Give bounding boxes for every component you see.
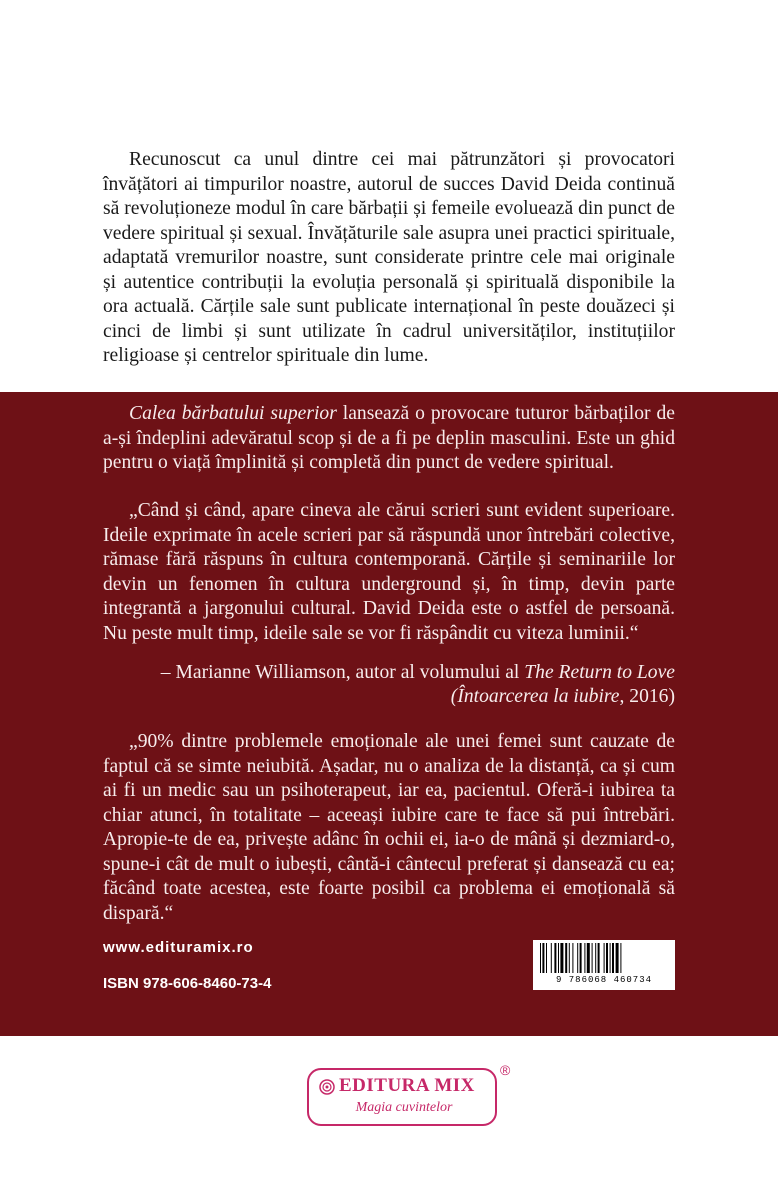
publisher-tagline: Magia cuvintelor xyxy=(355,1100,453,1115)
book-description-paragraph xyxy=(103,402,675,476)
rosette-icon xyxy=(319,1079,335,1095)
barcode-digits: 9 786068 460734 xyxy=(555,975,652,985)
author-intro-paragraph: Recunoscut ca unul dintre cei mai pătrunzători și provocatori învățători ai timpurilor noastre, autorul de succes David Deida continuă să revoluționeze modul în care bărbații și femeile evoluează din punct de vedere spiritual și sexual. Învățăturile sale asupra unei practici spirituale, adaptată vremurilor noastre, sunt considerate printre cele mai originale și autentice contribuții la evoluția personală și spirituală disponibile la ora actuală. Cărțile sale sunt publicate internațional în peste douăzeci și cinci de limbi și sunt utilizate în cadrul universităților, instituțiilor religioase și centrelor spirituale din lume. xyxy=(103,149,675,366)
attribution-year: , 2016) xyxy=(619,686,675,707)
registered-mark: ® xyxy=(500,1062,511,1078)
book-description-text: lansează o provocare tuturor bărbaților de a-și îndeplini adevăratul scop și de a fi pe deplin masculini. Este un ghid pentru o viață împlinită și completă din punct de vedere spiritual. xyxy=(103,403,675,473)
barcode-bars xyxy=(538,943,670,973)
quote-attribution-line2 xyxy=(451,685,675,710)
quote-deida: „90% dintre problemele emoționale ale unei femei sunt cauzate de faptul că se simte neiubită. Așadar, nu o analiza de la distanță, ca și cum ai fi un medic sau un psihoterapeut, iar ea, pacientul. Oferă-i iubirea ta chiar atunci, în totalitate – aceeași iubire care te face să pui întrebări. Apropie-te de ea, privește adânc în ochii ei, ia-o de mână și dezmiard-o, spune-i cât de mult o iubești, cântă-i cântecul preferat și dansează cu ea; făcând toate acestea, este foarte posibil ca problema ei emoțională să dispară.“ xyxy=(103,731,675,924)
publisher-website: www.edituramix.ro xyxy=(103,939,254,956)
bottom-strip xyxy=(0,1156,778,1200)
publisher-logo xyxy=(307,1068,497,1126)
maroon-panel xyxy=(0,392,778,1036)
quote-williamson: „Când și când, apare cineva ale cărui scrieri sunt evident superioare. Ideile exprimate în acele scrieri par să răspundă unor întrebări colective, rămase fără răspuns în cultura contemporană. Cărțile și seminariile lor devin un fenomen în cultura underground și, în timp, devin parte integrantă a jargonului cultural. David Deida este o astfel de persoană. Nu peste mult timp, ideile sale se vor fi răspândit cu viteza luminii.“ xyxy=(103,500,675,644)
top-white-section xyxy=(0,0,778,392)
bottom-white-section xyxy=(0,1036,778,1200)
book-title: Calea bărbatului superior xyxy=(129,403,337,424)
publisher-name: EDITURA MIX xyxy=(339,1075,475,1096)
attribution-book-title: The Return to Love xyxy=(524,662,675,683)
attribution-prefix: – Marianne Williamson, autor al volumului al xyxy=(160,662,525,683)
barcode xyxy=(533,940,675,990)
isbn-number: ISBN 978-606-8460-73-4 xyxy=(103,975,272,992)
attribution-translated-title: (Întoarcerea la iubire xyxy=(450,686,620,707)
quote-attribution-line1 xyxy=(161,661,675,686)
